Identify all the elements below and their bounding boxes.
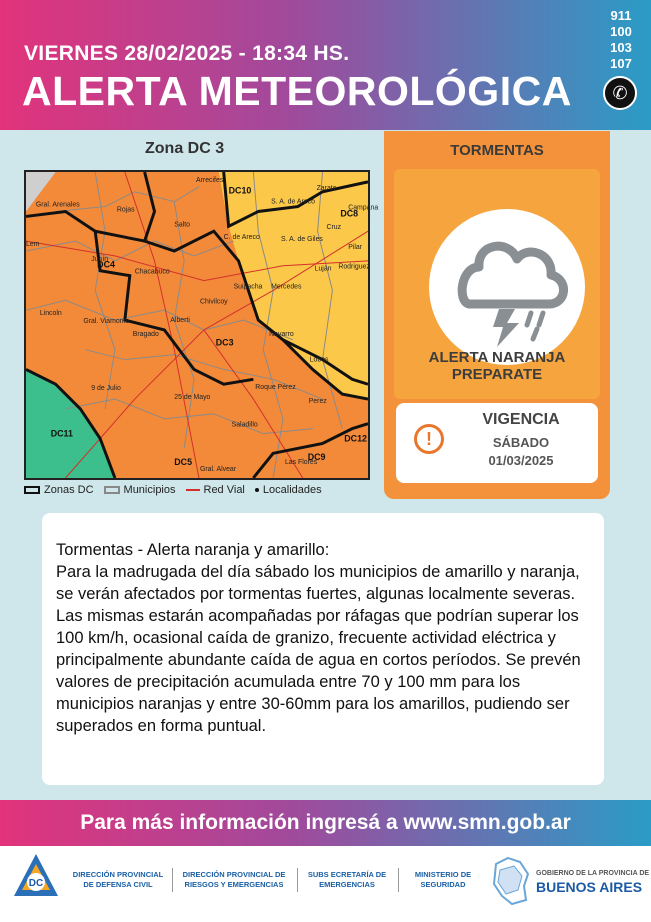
storm-cloud-graphic xyxy=(429,209,585,365)
locality-label: 9 de Julio xyxy=(91,385,121,393)
locality-label: Gral. Viamonte xyxy=(83,318,130,326)
legend-label: Zonas DC xyxy=(44,484,94,496)
description-card xyxy=(42,513,604,785)
map-graphic xyxy=(26,172,379,478)
validity-title: VIGENCIA xyxy=(482,411,560,428)
org-line: DIRECCIÓN PROVINCIAL xyxy=(72,870,164,879)
validity-box xyxy=(396,403,598,483)
gov-title: BUENOS AIRES xyxy=(536,879,643,895)
locality-label: Navarro xyxy=(269,330,294,338)
alert-map xyxy=(24,170,379,480)
org-ministerio xyxy=(403,870,483,890)
locality-label: Luján xyxy=(314,265,332,273)
locality-label: Perez xyxy=(308,397,327,405)
footer-logos xyxy=(0,846,651,922)
locality-label: Bragado xyxy=(132,330,159,338)
locality-label: Salto xyxy=(174,221,191,229)
dc-logo-text: DC xyxy=(28,878,44,889)
locality-label: Suipacha xyxy=(233,283,263,291)
legend-label: Municipios xyxy=(123,484,176,496)
map-legend xyxy=(24,484,374,496)
locality-label: C. de Areco xyxy=(223,234,260,242)
exclamation-icon: ! xyxy=(414,424,444,454)
phenomenon-title: TORMENTAS xyxy=(450,142,544,159)
buenos-aires-logo xyxy=(490,856,532,906)
locality-label: Cruz xyxy=(326,224,342,232)
org-line: SUBS ECRETARÍA DE xyxy=(307,870,387,879)
org-subsecretaria xyxy=(302,870,392,890)
locality-label: Pilar xyxy=(348,243,363,251)
zone-label: DC10 xyxy=(228,185,252,196)
page-title: ALERTA METEOROLÓGICA xyxy=(22,68,572,114)
org-line: SEGURIDAD xyxy=(420,880,466,889)
legend-label: Localidades xyxy=(262,484,322,496)
description-text: Para la madrugada del día sábado los municipios de amarillo y naranja, se verán afectados por tormentas fuertes, algunas localmente severas. Las mismas estarán acompañadas por ráfagas que podrían superar los 100 km/h, ocasional caída de granizo, frecuente actividad eléctrica y principalmente abundante caída de agua en cortos períodos. Se prevén valores de precipitación acumulada entre 70 y 100 mm para los municipios naranjas y entre 30-60mm para los amarillos, pudiendo ser superados en forma puntual. xyxy=(56,563,581,735)
locality-label: Gral. Arenales xyxy=(35,201,80,209)
locality-label: Roque Pérez xyxy=(255,384,296,392)
zone-label: DC4 xyxy=(97,259,115,270)
org-line: DE DEFENSA CIVIL xyxy=(83,880,153,889)
locality-label: Chivilcoy xyxy=(199,298,228,306)
locality-label: Rodriguez xyxy=(338,263,370,271)
locality-label: Rojas xyxy=(116,206,135,214)
zone-label: DC9 xyxy=(307,452,326,463)
legend-zones xyxy=(24,484,94,496)
locality-label: Lincoln xyxy=(39,310,62,318)
validity-date: 01/03/2025 xyxy=(488,453,554,468)
zone-label: DC5 xyxy=(174,457,193,468)
divider xyxy=(398,868,399,892)
zone-label: DC11 xyxy=(50,428,73,439)
phone-number: 107 xyxy=(610,56,632,71)
org-line: EMERGENCIAS xyxy=(319,880,375,889)
description-heading: Tormentas - Alerta naranja y amarillo: xyxy=(56,541,330,559)
locality-label: Las Flores xyxy=(284,459,318,467)
emergency-phones xyxy=(606,8,636,72)
legend-roads xyxy=(186,484,245,496)
validity-day: SÁBADO xyxy=(492,435,550,450)
locality-label: Lobos xyxy=(309,356,329,364)
gov-subtitle: GOBIERNO DE LA PROVINCIA DE xyxy=(536,870,650,877)
org-riesgos xyxy=(178,870,290,890)
org-defensa-civil xyxy=(72,870,164,890)
locality-label: Zarate xyxy=(316,184,337,192)
org-line: DIRECCIÓN PROVINCIAL DE xyxy=(182,870,286,879)
locality-label: Mercedes xyxy=(271,283,302,291)
alert-panel xyxy=(384,131,610,499)
legend-localities xyxy=(255,484,322,496)
locality-label: Gral. Alvear xyxy=(199,466,237,474)
zone-label: DC3 xyxy=(215,337,234,348)
legend-municipalities xyxy=(104,484,176,496)
road-swatch xyxy=(186,489,200,491)
phone-icon: ✆ xyxy=(603,76,637,110)
zone-swatch xyxy=(24,486,40,494)
locality-label: Alberti xyxy=(170,317,190,325)
locality-label: S. A. de Areco xyxy=(271,198,315,206)
defensa-civil-logo xyxy=(12,852,60,910)
divider xyxy=(172,868,173,892)
info-banner: Para más información ingresá a www.smn.gob.ar xyxy=(0,800,651,846)
org-line: RIESGOS Y EMERGENCIAS xyxy=(184,880,284,889)
legend-label: Red Vial xyxy=(203,484,245,496)
locality-label: Junín xyxy=(91,255,109,263)
org-line: MINISTERIO DE xyxy=(414,870,472,879)
header-banner xyxy=(0,0,651,130)
locality-label: Chacabuco xyxy=(134,268,170,276)
alert-level-line: ALERTA NARANJA xyxy=(428,349,566,366)
phone-number: 100 xyxy=(610,24,632,39)
locality-label: S. A. de Giles xyxy=(281,236,323,244)
phone-number: 911 xyxy=(610,8,632,23)
alert-date: VIERNES 28/02/2025 - 18:34 HS. xyxy=(24,42,350,65)
alert-level xyxy=(384,349,610,383)
locality-label: Campana xyxy=(348,204,379,212)
locality-label: 25 de Mayo xyxy=(174,394,211,402)
zone-label: DC8 xyxy=(340,208,359,219)
divider xyxy=(297,868,298,892)
zone-title: Zona DC 3 xyxy=(145,140,225,157)
zone-label: DC12 xyxy=(344,433,367,444)
alert-action-line: PREPARATE xyxy=(451,366,543,383)
phone-number: 103 xyxy=(610,40,632,55)
storm-cloud-icon xyxy=(429,209,585,365)
locality-label: Saladillo xyxy=(231,421,258,429)
municipality-swatch xyxy=(104,486,120,494)
locality-label: Arrecifes xyxy=(196,176,224,184)
locality-label: Lem xyxy=(26,241,40,249)
locality-dot-icon xyxy=(255,488,259,492)
